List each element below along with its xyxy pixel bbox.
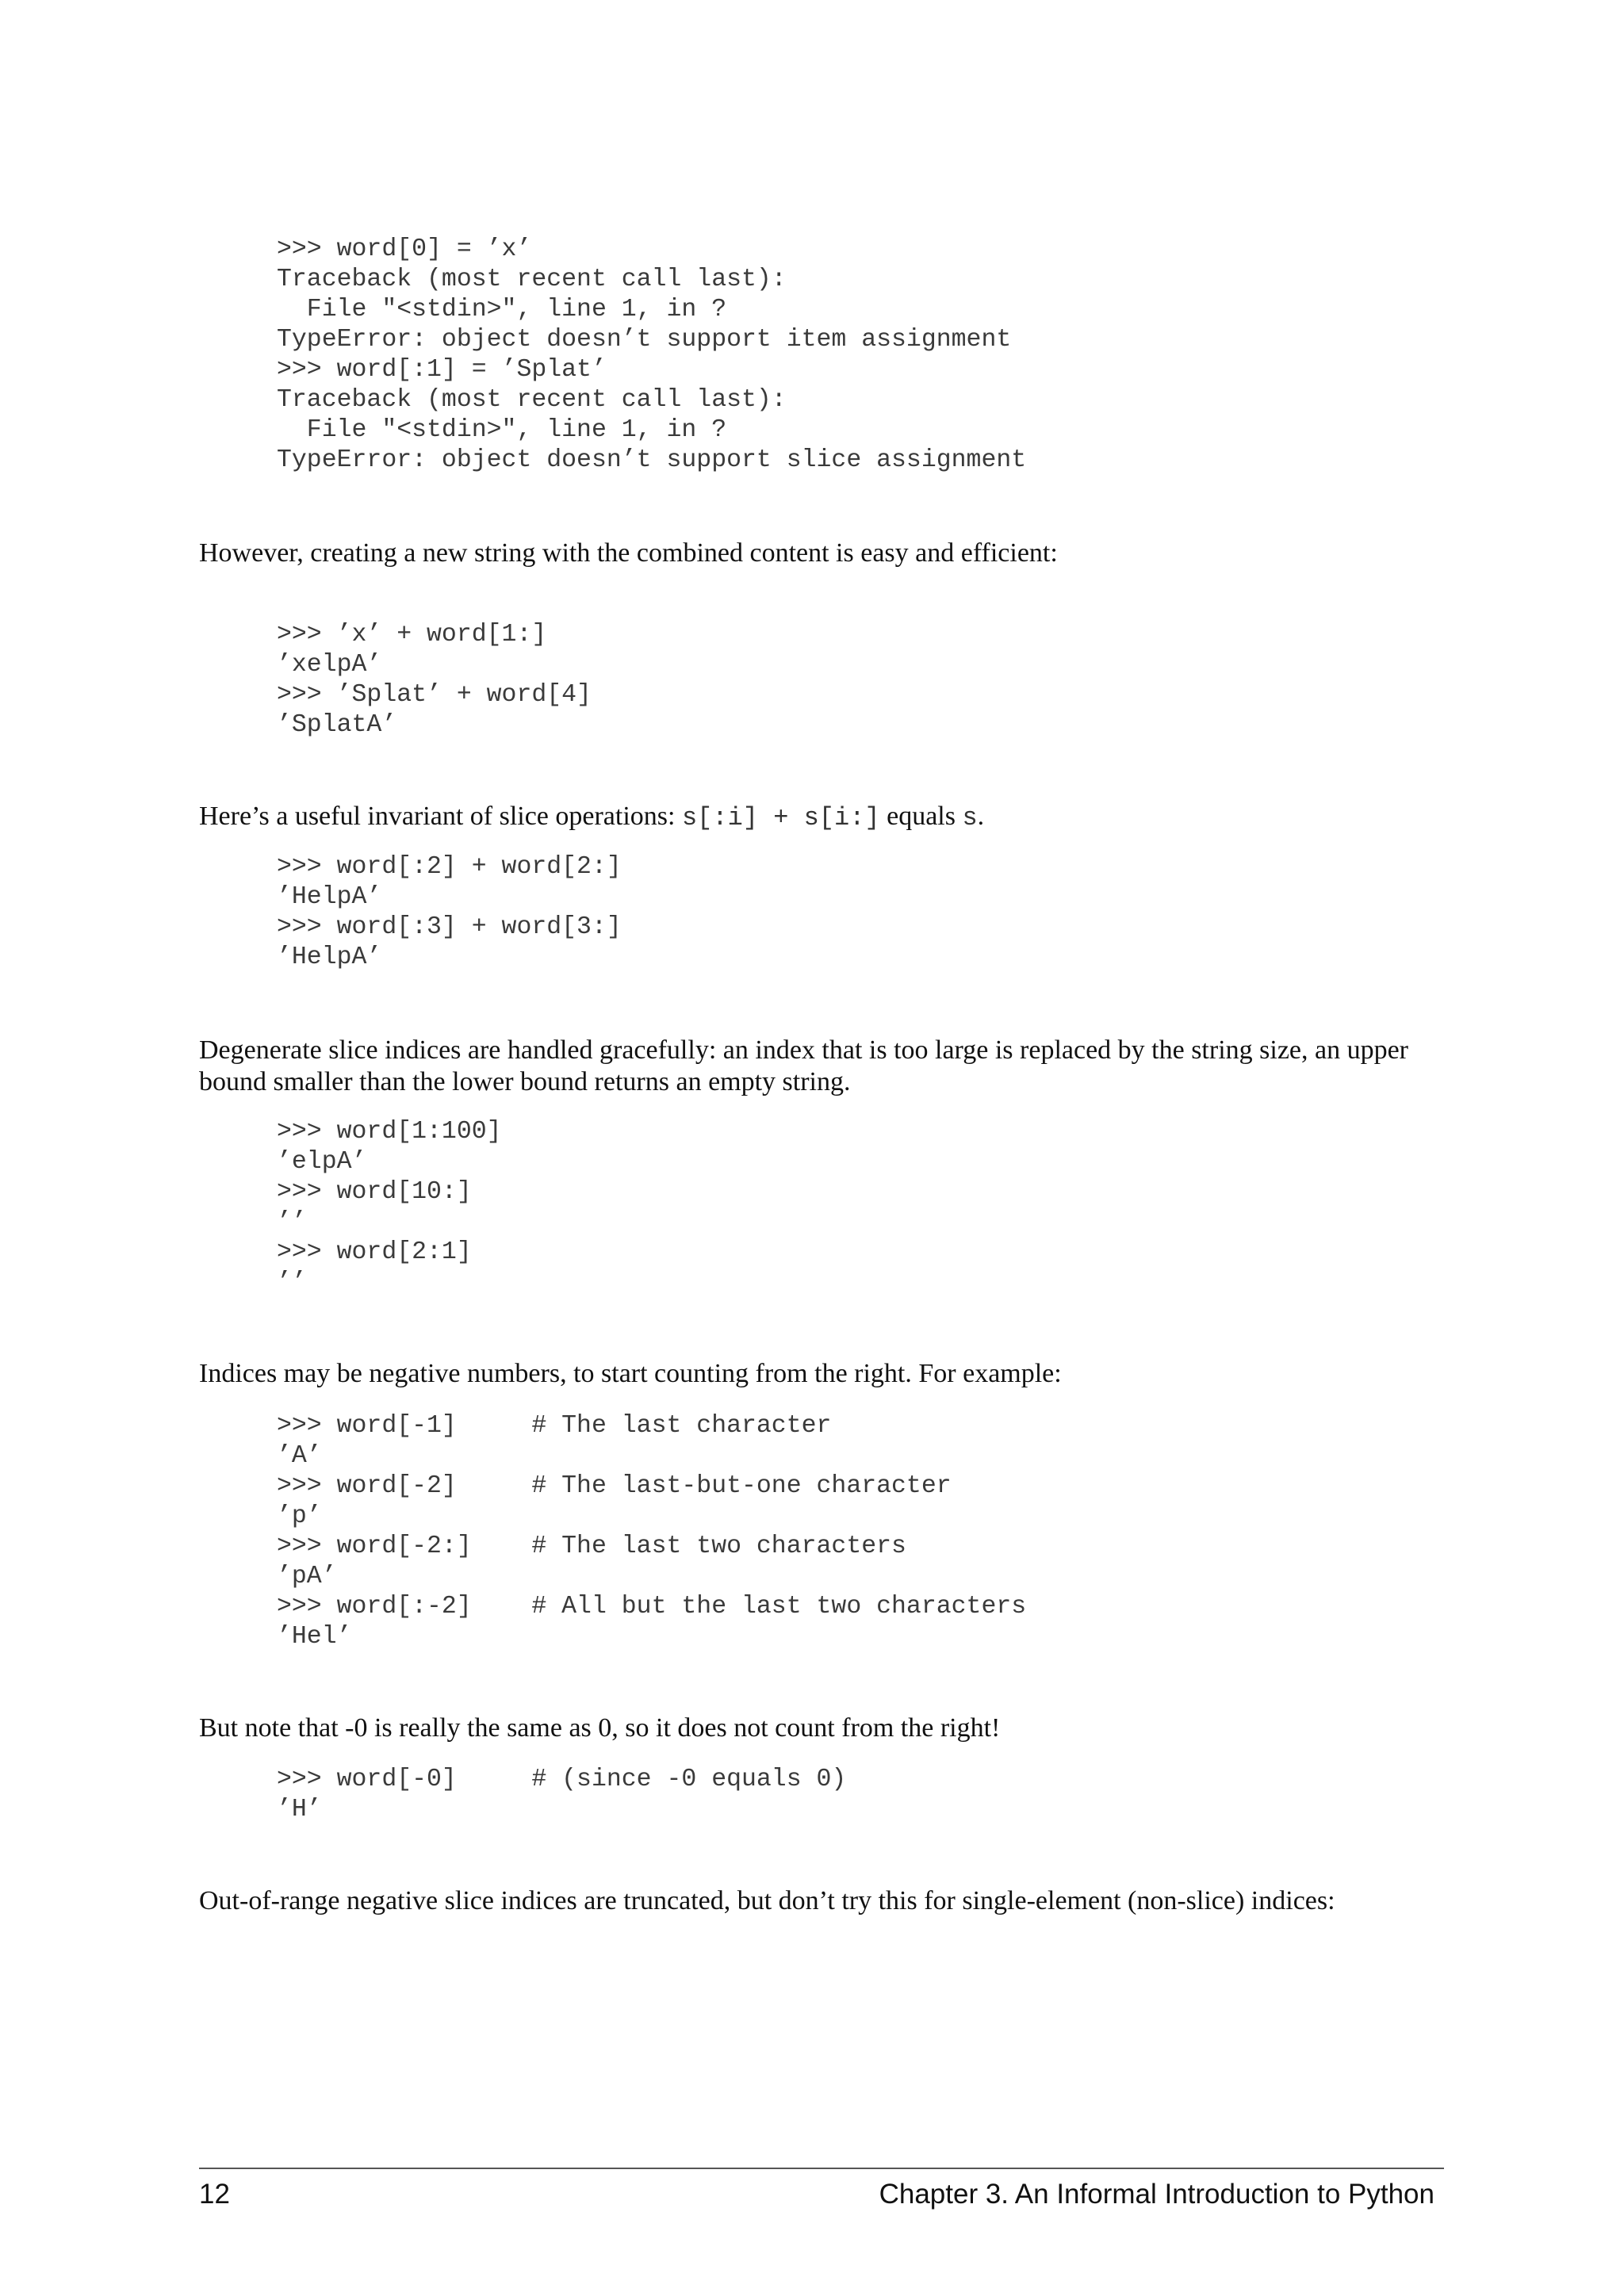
code-block-item-assignment: >>> word[0] = ’x’ Traceback (most recent call last): File "<stdin>", line 1, in ? TypeError: object doesn’t support item assignment >>> word[:1] = ’Splat’ Traceback (most recent call last): File "<stdin>", line 1, in ? TypeError: object doesn’t support slice assignment: [277, 235, 1027, 474]
paragraph-negative-indices: Indices may be negative numbers, to start counting from the right. For example:: [199, 1359, 1062, 1388]
invariant-text-middle: equals: [879, 802, 963, 831]
invariant-code-s: s: [962, 803, 978, 832]
paragraph-out-of-range: Out-of-range negative slice indices are truncated, but don’t try this for single-element (non-slice) indices:: [199, 1886, 1335, 1915]
code-block-degenerate-slices: >>> word[1:100] ’elpA’ >>> word[10:] ’’ >>> word[2:1] ’’: [277, 1118, 502, 1296]
code-block-concatenation: >>> ’x’ + word[1:] ’xelpA’ >>> ’Splat’ + word[4] ’SplatA’: [277, 621, 592, 739]
chapter-title: Chapter 3. An Informal Introduction to Python: [879, 2179, 1434, 2210]
paragraph-degenerate-indices: Degenerate slice indices are handled gracefully: an index that is too large is replaced by the string size, an upper bound smaller than the lower bound returns an empty string.: [199, 1035, 1409, 1096]
page-number: 12: [199, 2179, 230, 2210]
paragraph-new-string: However, creating a new string with the combined content is easy and efficient:: [199, 538, 1058, 568]
code-block-negative-indices: >>> word[-1] # The last character ’A’ >>> word[-2] # The last-but-one character ’p’ >>> word[-2:] # The last two characters ’pA’ >>> word[:-2] # All but the last two characters ’Hel’: [277, 1412, 1027, 1651]
code-block-negative-zero: >>> word[-0] # (since -0 equals 0) ’H’: [277, 1766, 847, 1823]
invariant-text-suffix: .: [977, 802, 985, 831]
invariant-text-prefix: Here’s a useful invariant of slice operations:: [199, 802, 682, 831]
code-block-slice-invariant: >>> word[:2] + word[2:] ’HelpA’ >>> word[:3] + word[3:] ’HelpA’: [277, 853, 622, 971]
paragraph-negative-zero: But note that -0 is really the same as 0, so it does not count from the right!: [199, 1713, 1001, 1743]
invariant-code-expression: s[:i] + s[i:]: [681, 803, 880, 832]
paragraph-slice-invariant: [199, 801, 1452, 834]
footer-divider: [199, 2168, 1444, 2169]
